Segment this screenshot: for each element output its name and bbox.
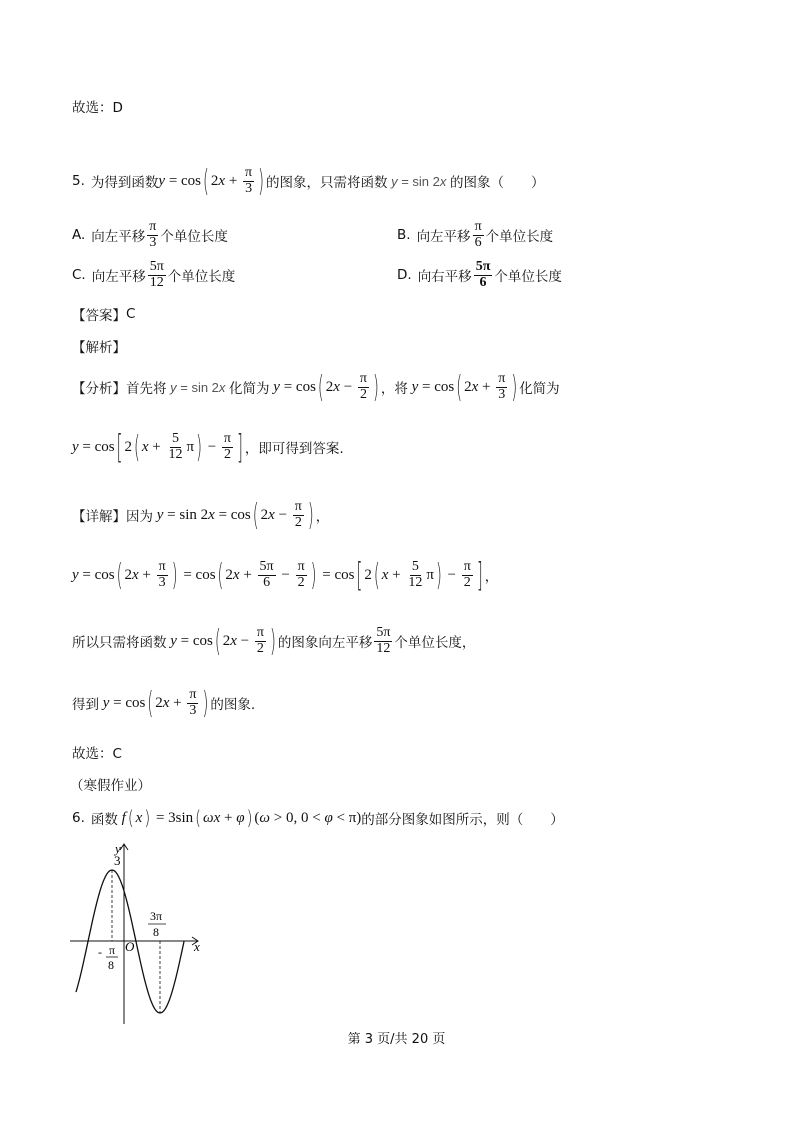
fenxi-cos-minus-expr: y = cos ( 2 x − $\frac{\pi}{2}$ ) [273, 369, 379, 406]
q5-number: 5. [72, 173, 85, 190]
max-value-label: 3 [114, 853, 121, 868]
suoyi-text-1: 所以只需将函数 [72, 635, 167, 652]
q5-stem-post: 的图象（ ） [450, 175, 545, 192]
q6-function-expr: f ( x ) = 3sin ( ωx + φ ) ( ω > 0, 0 < φ < π) [121, 806, 362, 830]
option-b-text-post: 个单位长度 [485, 229, 554, 246]
fenxi-text-1: 首先将 [126, 381, 167, 398]
q6-stem-pre: 函数 [90, 812, 118, 828]
section-note [70, 774, 151, 794]
suoyi-line: 所以只需将函数 y = cos ( 2 x − $\frac{\pi}{2}$ ) 的图象向左平移 $\frac{5\pi}{12}$ 个单位长度， [72, 623, 476, 660]
q5-answer-line [72, 304, 135, 324]
suoyi-text-2: 的图象向左平移 [277, 635, 373, 652]
xiangjie-comma-2: ， [484, 569, 499, 586]
option-c-frac-den: 12 [149, 274, 164, 290]
option-c-text-post: 个单位长度 [167, 269, 236, 286]
answer-tag: 【答案】 [72, 308, 126, 324]
option-c-frac-num: 5π [149, 259, 164, 274]
fenxi-sin-expr: y = sin 2x [170, 379, 226, 395]
xiangjie-line-1 [72, 497, 330, 534]
dedao-expr: y = cos ( 2 x + $\frac{\pi}{3}$ ) [102, 685, 209, 722]
option-a-text-pre: 向左平移 [91, 229, 146, 246]
option-b-frac-num: π [474, 219, 482, 234]
q5-option-b[interactable] [397, 220, 553, 250]
option-d-text-post: 个单位长度 [494, 269, 562, 286]
option-a-frac-den: 3 [149, 234, 157, 250]
q5-stem-pre: 为得到函数 [90, 175, 159, 192]
fenxi-result-expr: y = cos [ 2 ( x + $\frac{5}{12}$ π ) − $\frac{\pi}{2}$ ] [72, 427, 243, 467]
q5-stem-mid: 的图象，只需将函数 [265, 175, 388, 192]
y-axis-label: y [115, 841, 121, 856]
xiangjie-line-2 [72, 555, 499, 595]
origin-label: O [125, 939, 135, 954]
q5-analysis-line [72, 336, 126, 356]
neg-tick-num: π [109, 943, 116, 957]
answer-value: C [126, 306, 136, 322]
q6-stem-post: 的部分图象如图所示，则（ ） [361, 812, 564, 828]
q5-option-a[interactable] [72, 220, 228, 250]
prev-answer-text: 故选：D [72, 100, 123, 116]
option-b-text-pre: 向左平移 [416, 229, 471, 246]
option-a-text-post: 个单位长度 [160, 229, 228, 246]
xiangjie-expr-2: y = cos ( 2 x + $\frac{\pi}{3}$ ) = cos ( 2 x + $\frac{5\pi}{6}$ − $\frac{\pi}{2}$ ) = cos [ 2 ( x + $\frac{5}{12}$ π ) − $\frac{\pi}{2}$ ] [72, 555, 483, 595]
option-d-frac-den: 6 [479, 274, 487, 290]
page-footer [0, 1028, 793, 1047]
suoyi-expr: y = cos ( 2 x − $\frac{\pi}{2}$ ) [170, 623, 276, 660]
x-axis-label: x [194, 939, 200, 954]
neg-tick-den: 8 [108, 958, 114, 972]
q6-stem [72, 808, 564, 828]
page-footer-text: 第 3 页/共 20 页 [347, 1032, 446, 1047]
suoyi-text-3: 个单位长度， [394, 635, 476, 652]
section-note-text: （寒假作业） [70, 778, 151, 794]
pos-tick-den: 8 [153, 925, 159, 939]
fenxi-line-2 [72, 427, 344, 467]
neg-tick-sign: - [98, 945, 102, 959]
option-c-text-pre: 向左平移 [91, 269, 146, 286]
fenxi-text-4: 化简为 [519, 381, 560, 398]
option-d-letter: D. [397, 267, 412, 284]
fenxi-text-5: ，即可得到答案. [244, 441, 344, 458]
q5-target-function: y = cos ( 2 x + $\frac{\pi}{3}$ ) [158, 163, 264, 200]
q5-choose-line [72, 742, 122, 762]
option-c-letter: C. [72, 267, 86, 284]
option-d-frac-num: 5π [475, 259, 491, 274]
q5-option-c[interactable] [72, 260, 235, 290]
dedao-text-2: 的图象. [210, 697, 256, 714]
analysis-tag: 【解析】 [72, 340, 126, 356]
option-a-letter: A. [72, 227, 86, 244]
q6-graph [70, 838, 210, 1028]
fenxi-cos-plus-expr: y = cos ( 2 x + $\frac{\pi}{3}$ ) [411, 369, 518, 406]
pos-tick-num: 3π [150, 909, 163, 923]
q6-number: 6. [72, 810, 85, 826]
option-d-text-pre: 向右平移 [417, 269, 472, 286]
q5-source-function: y = sin 2x [391, 173, 447, 189]
fenxi-tag: 【分析】 [72, 381, 126, 398]
fenxi-text-2: 化简为 [229, 381, 270, 398]
fenxi-line-1 [72, 369, 560, 406]
dedao-line [72, 685, 256, 722]
xiangjie-tag: 【详解】 [72, 509, 126, 526]
dedao-text-1: 得到 [72, 697, 99, 714]
xiangjie-text-1: 因为 [126, 509, 153, 526]
fenxi-text-3: ，将 [380, 381, 408, 398]
option-b-letter: B. [397, 227, 411, 244]
xiangjie-comma-1: ， [315, 509, 330, 526]
prev-answer-line [72, 96, 123, 116]
q5-stem [72, 163, 545, 200]
q5-choose-text: 故选：C [72, 746, 122, 762]
option-b-frac-den: 6 [474, 234, 482, 250]
xiangjie-expr-1: y = sin 2 x = cos ( 2 x − $\frac{\pi}{2}$ ) [156, 497, 314, 534]
q5-option-d[interactable] [397, 260, 562, 290]
option-a-frac-num: π [149, 219, 157, 234]
